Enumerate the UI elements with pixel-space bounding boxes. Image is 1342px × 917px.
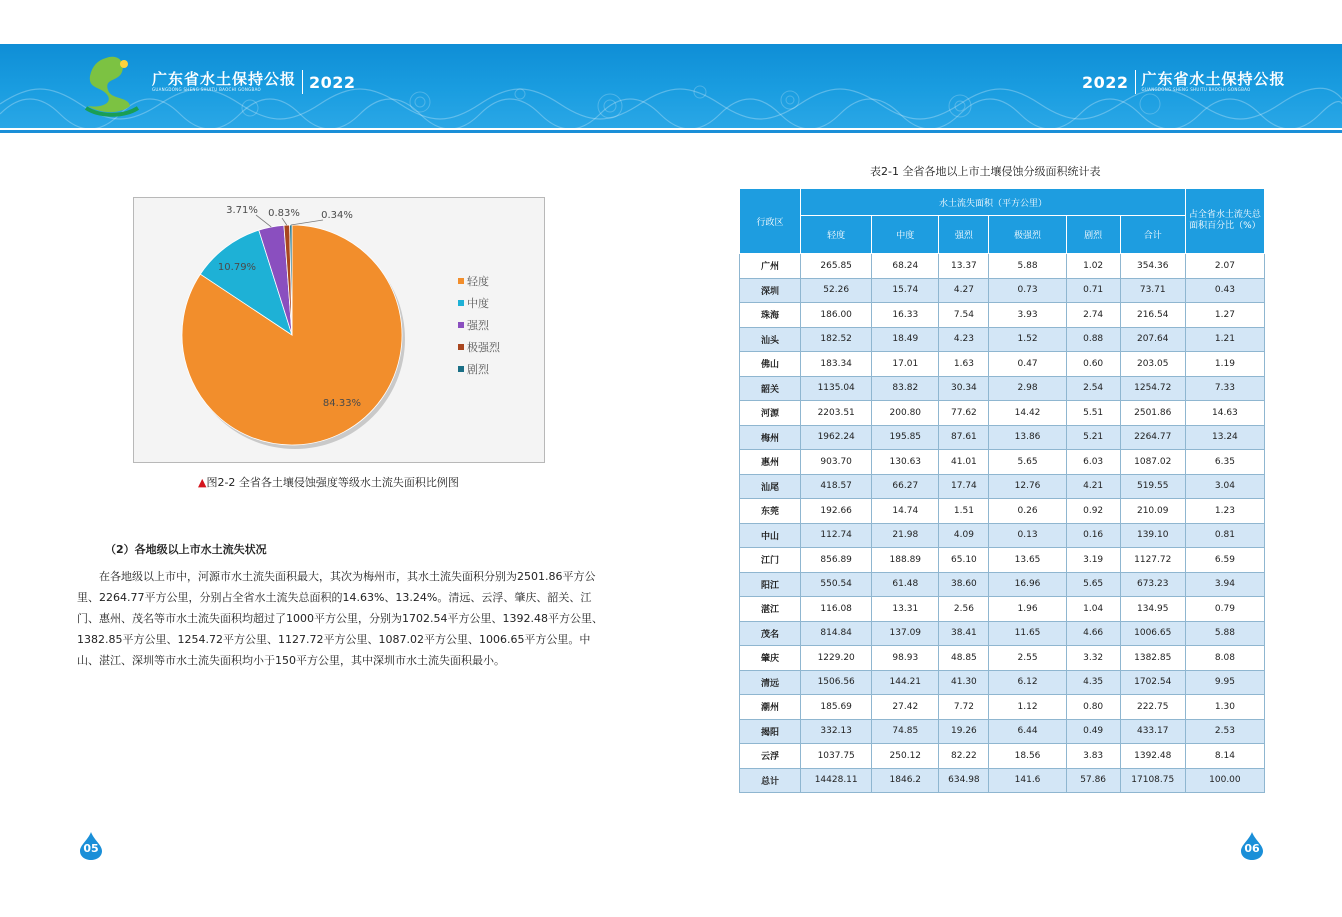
value-cell: 68.24 (872, 254, 939, 279)
value-cell: 0.71 (1066, 278, 1120, 303)
value-cell: 1.51 (939, 499, 989, 524)
page-number-text: 05 (83, 842, 99, 855)
value-cell: 4.35 (1066, 670, 1120, 695)
value-cell: 116.08 (801, 597, 872, 622)
value-cell: 0.47 (989, 352, 1066, 377)
table-row (740, 744, 1265, 769)
region-cell: 佛山 (740, 352, 801, 377)
value-cell: 52.26 (801, 278, 872, 303)
figure-caption (198, 474, 459, 490)
value-cell: 2.74 (1066, 303, 1120, 328)
value-cell: 183.34 (801, 352, 872, 377)
value-cell: 5.88 (989, 254, 1066, 279)
table-row (740, 621, 1265, 646)
legend-swatch (458, 344, 464, 350)
legend-swatch (458, 366, 464, 372)
total-row (740, 768, 1265, 793)
value-cell: 1.52 (989, 327, 1066, 352)
value-cell: 38.41 (939, 621, 989, 646)
value-cell: 1.21 (1185, 327, 1264, 352)
value-cell: 13.37 (939, 254, 989, 279)
value-cell: 16.96 (989, 572, 1066, 597)
value-cell: 6.44 (989, 719, 1066, 744)
value-cell: 1037.75 (801, 744, 872, 769)
value-cell: 354.36 (1120, 254, 1185, 279)
value-cell: 41.30 (939, 670, 989, 695)
pie-chart-frame (133, 197, 545, 463)
page-number-left (80, 832, 102, 860)
region-cell: 潮州 (740, 695, 801, 720)
value-cell: 200.80 (872, 401, 939, 426)
value-cell: 13.65 (989, 548, 1066, 573)
section-paragraph: 在各地级以上市中，河源市水土流失面积最大，其次为梅州市，其水土流失面积分别为2501.86平方公里、2264.77平方公里，分别占全省水土流失总面积的14.63%、13.24%。清远、云浮、肇庆、韶关、江门、惠州、茂名等市水土流失面积均超过了1000平方公里，分别为1702.54平方公里、1392.48平方公里、1382.85平方公里、1254.72平方公里、1127.72平方公里、1087.02平方公里、1006.65平方公里。中山、湛江、深圳等市水土流失面积均小于150平方公里，其中深圳市水土流失面积最小。 (77, 570, 603, 667)
value-cell: 6.59 (1185, 548, 1264, 573)
table-row (740, 376, 1265, 401)
value-cell: 65.10 (939, 548, 989, 573)
value-cell: 19.26 (939, 719, 989, 744)
value-cell: 82.22 (939, 744, 989, 769)
value-cell: 8.08 (1185, 646, 1264, 671)
legend-label: 极强烈 (467, 341, 500, 354)
value-cell: 17.01 (872, 352, 939, 377)
value-cell: 4.27 (939, 278, 989, 303)
page-number-right (1241, 832, 1263, 860)
value-cell: 0.73 (989, 278, 1066, 303)
table-row (740, 719, 1265, 744)
value-cell: 16.33 (872, 303, 939, 328)
table-row (740, 572, 1265, 597)
table-row (740, 401, 1265, 426)
value-cell: 1846.2 (872, 768, 939, 793)
value-cell: 4.09 (939, 523, 989, 548)
value-cell: 13.86 (989, 425, 1066, 450)
table-row (740, 499, 1265, 524)
region-cell: 湛江 (740, 597, 801, 622)
value-cell: 673.23 (1120, 572, 1185, 597)
value-cell: 141.6 (989, 768, 1066, 793)
publication-pinyin: GUANGDONG SHENG SHUITU BAOCHI GONGBAO (152, 87, 261, 92)
publication-title: 广东省水土保持公报 (152, 70, 297, 88)
value-cell: 0.60 (1066, 352, 1120, 377)
value-cell: 3.04 (1185, 474, 1264, 499)
value-cell: 30.34 (939, 376, 989, 401)
value-cell: 5.65 (1066, 572, 1120, 597)
value-cell: 8.14 (1185, 744, 1264, 769)
value-cell: 1135.04 (801, 376, 872, 401)
value-cell: 98.93 (872, 646, 939, 671)
value-cell: 0.88 (1066, 327, 1120, 352)
value-cell: 27.42 (872, 695, 939, 720)
caption-marker: ▲ (198, 476, 207, 489)
publication-pinyin: GUANGDONG SHENG SHUITU BAOCHI GONGBAO (1141, 87, 1251, 92)
region-cell: 总计 (740, 768, 801, 793)
value-cell: 134.95 (1120, 597, 1185, 622)
value-cell: 550.54 (801, 572, 872, 597)
value-cell: 222.75 (1120, 695, 1185, 720)
region-cell: 东莞 (740, 499, 801, 524)
value-cell: 2.53 (1185, 719, 1264, 744)
value-cell: 1702.54 (1120, 670, 1185, 695)
legend-label: 轻度 (467, 275, 489, 288)
value-cell: 814.84 (801, 621, 872, 646)
bulletin-logo (78, 50, 148, 120)
legend-swatch (458, 300, 464, 306)
region-cell: 茂名 (740, 621, 801, 646)
column-header: 中度 (872, 216, 939, 254)
value-cell: 1229.20 (801, 646, 872, 671)
value-cell: 519.55 (1120, 474, 1185, 499)
header-right (1082, 70, 1286, 94)
value-cell: 634.98 (939, 768, 989, 793)
table-row (740, 646, 1265, 671)
region-cell: 珠海 (740, 303, 801, 328)
data-label: 3.71% (226, 205, 258, 216)
value-cell: 13.31 (872, 597, 939, 622)
region-cell: 揭阳 (740, 719, 801, 744)
value-cell: 0.79 (1185, 597, 1264, 622)
data-label: 84.33% (322, 398, 362, 409)
value-cell: 112.74 (801, 523, 872, 548)
label-leader-line (282, 218, 287, 225)
value-cell: 3.83 (1066, 744, 1120, 769)
value-cell: 210.09 (1120, 499, 1185, 524)
value-cell: 0.16 (1066, 523, 1120, 548)
value-cell: 188.89 (872, 548, 939, 573)
value-cell: 182.52 (801, 327, 872, 352)
value-cell: 4.23 (939, 327, 989, 352)
region-cell: 肇庆 (740, 646, 801, 671)
value-cell: 3.94 (1185, 572, 1264, 597)
header-separator (302, 70, 303, 94)
value-cell: 2.56 (939, 597, 989, 622)
value-cell: 73.71 (1120, 278, 1185, 303)
value-cell: 1.23 (1185, 499, 1264, 524)
value-cell: 192.66 (801, 499, 872, 524)
value-cell: 265.85 (801, 254, 872, 279)
value-cell: 1.63 (939, 352, 989, 377)
value-cell: 207.64 (1120, 327, 1185, 352)
value-cell: 18.49 (872, 327, 939, 352)
value-cell: 1.19 (1185, 352, 1264, 377)
value-cell: 1.96 (989, 597, 1066, 622)
value-cell: 21.98 (872, 523, 939, 548)
value-cell: 66.27 (872, 474, 939, 499)
value-cell: 1127.72 (1120, 548, 1185, 573)
region-cell: 汕尾 (740, 474, 801, 499)
value-cell: 186.00 (801, 303, 872, 328)
table-row (740, 597, 1265, 622)
value-cell: 3.32 (1066, 646, 1120, 671)
value-cell: 2.54 (1066, 376, 1120, 401)
value-cell: 15.74 (872, 278, 939, 303)
value-cell: 57.86 (1066, 768, 1120, 793)
value-cell: 4.66 (1066, 621, 1120, 646)
value-cell: 433.17 (1120, 719, 1185, 744)
banner-underline (0, 130, 1342, 133)
value-cell: 5.51 (1066, 401, 1120, 426)
column-header: 剧烈 (1066, 216, 1120, 254)
value-cell: 14.63 (1185, 401, 1264, 426)
value-cell: 6.35 (1185, 450, 1264, 475)
publication-title: 广东省水土保持公报 (1141, 70, 1286, 88)
region-cell: 清远 (740, 670, 801, 695)
value-cell: 0.80 (1066, 695, 1120, 720)
value-cell: 3.19 (1066, 548, 1120, 573)
value-cell: 0.92 (1066, 499, 1120, 524)
data-label: 0.83% (268, 208, 300, 219)
column-header: 合计 (1120, 216, 1185, 254)
value-cell: 139.10 (1120, 523, 1185, 548)
legend-swatch (458, 322, 464, 328)
legend-swatch (458, 278, 464, 284)
value-cell: 4.21 (1066, 474, 1120, 499)
region-cell: 中山 (740, 523, 801, 548)
table-row (740, 303, 1265, 328)
value-cell: 12.76 (989, 474, 1066, 499)
table-row (740, 352, 1265, 377)
value-cell: 1962.24 (801, 425, 872, 450)
value-cell: 11.65 (989, 621, 1066, 646)
value-cell: 2203.51 (801, 401, 872, 426)
value-cell: 6.12 (989, 670, 1066, 695)
value-cell: 203.05 (1120, 352, 1185, 377)
value-cell: 83.82 (872, 376, 939, 401)
value-cell: 195.85 (872, 425, 939, 450)
column-header: 轻度 (801, 216, 872, 254)
value-cell: 1382.85 (1120, 646, 1185, 671)
value-cell: 9.95 (1185, 670, 1264, 695)
value-cell: 2501.86 (1120, 401, 1185, 426)
value-cell: 216.54 (1120, 303, 1185, 328)
value-cell: 856.89 (801, 548, 872, 573)
legend-label: 中度 (467, 297, 489, 310)
value-cell: 17.74 (939, 474, 989, 499)
table-row (740, 670, 1265, 695)
value-cell: 61.48 (872, 572, 939, 597)
table-row (740, 254, 1265, 279)
value-cell: 144.21 (872, 670, 939, 695)
value-cell: 38.60 (939, 572, 989, 597)
table-row (740, 450, 1265, 475)
value-cell: 0.43 (1185, 278, 1264, 303)
erosion-stats-table (739, 188, 1265, 793)
value-cell: 87.61 (939, 425, 989, 450)
value-cell: 1392.48 (1120, 744, 1185, 769)
value-cell: 41.01 (939, 450, 989, 475)
value-cell: 5.88 (1185, 621, 1264, 646)
value-cell: 1254.72 (1120, 376, 1185, 401)
value-cell: 5.21 (1066, 425, 1120, 450)
value-cell: 0.26 (989, 499, 1066, 524)
region-cell: 河源 (740, 401, 801, 426)
value-cell: 0.13 (989, 523, 1066, 548)
region-cell: 云浮 (740, 744, 801, 769)
region-cell: 阳江 (740, 572, 801, 597)
value-cell: 130.63 (872, 450, 939, 475)
value-cell: 1506.56 (801, 670, 872, 695)
value-cell: 137.09 (872, 621, 939, 646)
value-cell: 5.65 (989, 450, 1066, 475)
region-cell: 广州 (740, 254, 801, 279)
table-row (740, 327, 1265, 352)
value-cell: 332.13 (801, 719, 872, 744)
region-cell: 深圳 (740, 278, 801, 303)
region-cell: 汕头 (740, 327, 801, 352)
value-cell: 1.12 (989, 695, 1066, 720)
header-area-group: 水土流失面积（平方公里） (801, 189, 1186, 216)
value-cell: 2264.77 (1120, 425, 1185, 450)
pie-chart (134, 198, 544, 462)
value-cell: 14.74 (872, 499, 939, 524)
header-region: 行政区 (740, 189, 801, 254)
label-leader-line (291, 220, 323, 225)
section-heading: （2）各地级以上市水土流失状况 (105, 543, 267, 556)
value-cell: 0.81 (1185, 523, 1264, 548)
publication-year: 2022 (1082, 72, 1129, 92)
value-cell: 185.69 (801, 695, 872, 720)
value-cell: 0.49 (1066, 719, 1120, 744)
data-label: 10.79% (217, 262, 257, 273)
data-label: 0.34% (321, 210, 353, 221)
value-cell: 74.85 (872, 719, 939, 744)
header-percent: 占全省水土流失总面积百分比（%） (1185, 189, 1264, 254)
value-cell: 100.00 (1185, 768, 1264, 793)
value-cell: 3.93 (989, 303, 1066, 328)
value-cell: 418.57 (801, 474, 872, 499)
region-cell: 惠州 (740, 450, 801, 475)
value-cell: 14428.11 (801, 768, 872, 793)
value-cell: 7.33 (1185, 376, 1264, 401)
value-cell: 2.98 (989, 376, 1066, 401)
table-row (740, 695, 1265, 720)
value-cell: 1.27 (1185, 303, 1264, 328)
value-cell: 77.62 (939, 401, 989, 426)
value-cell: 7.54 (939, 303, 989, 328)
table-row (740, 425, 1265, 450)
header-separator (1135, 70, 1136, 94)
value-cell: 1.30 (1185, 695, 1264, 720)
column-header: 强烈 (939, 216, 989, 254)
value-cell: 250.12 (872, 744, 939, 769)
table-row (740, 474, 1265, 499)
value-cell: 14.42 (989, 401, 1066, 426)
table-row (740, 278, 1265, 303)
caption-text: 图2-2 全省各土壤侵蚀强度等级水土流失面积比例图 (206, 476, 459, 489)
value-cell: 1.02 (1066, 254, 1120, 279)
value-cell: 18.56 (989, 744, 1066, 769)
legend-label: 强烈 (467, 319, 489, 332)
value-cell: 13.24 (1185, 425, 1264, 450)
value-cell: 48.85 (939, 646, 989, 671)
value-cell: 1.04 (1066, 597, 1120, 622)
page-number-text: 06 (1244, 842, 1260, 855)
value-cell: 17108.75 (1120, 768, 1185, 793)
value-cell: 1006.65 (1120, 621, 1185, 646)
legend-label: 剧烈 (467, 363, 489, 376)
value-cell: 6.03 (1066, 450, 1120, 475)
table-row (740, 523, 1265, 548)
value-cell: 7.72 (939, 695, 989, 720)
value-cell: 1087.02 (1120, 450, 1185, 475)
header-left (152, 70, 356, 94)
value-cell: 2.07 (1185, 254, 1264, 279)
table-title: 表2-1 全省各地以上市土壤侵蚀分级面积统计表 (870, 165, 1101, 178)
region-cell: 韶关 (740, 376, 801, 401)
column-header: 极强烈 (989, 216, 1066, 254)
value-cell: 2.55 (989, 646, 1066, 671)
region-cell: 梅州 (740, 425, 801, 450)
table-row (740, 548, 1265, 573)
region-cell: 江门 (740, 548, 801, 573)
publication-year: 2022 (309, 72, 356, 92)
value-cell: 903.70 (801, 450, 872, 475)
